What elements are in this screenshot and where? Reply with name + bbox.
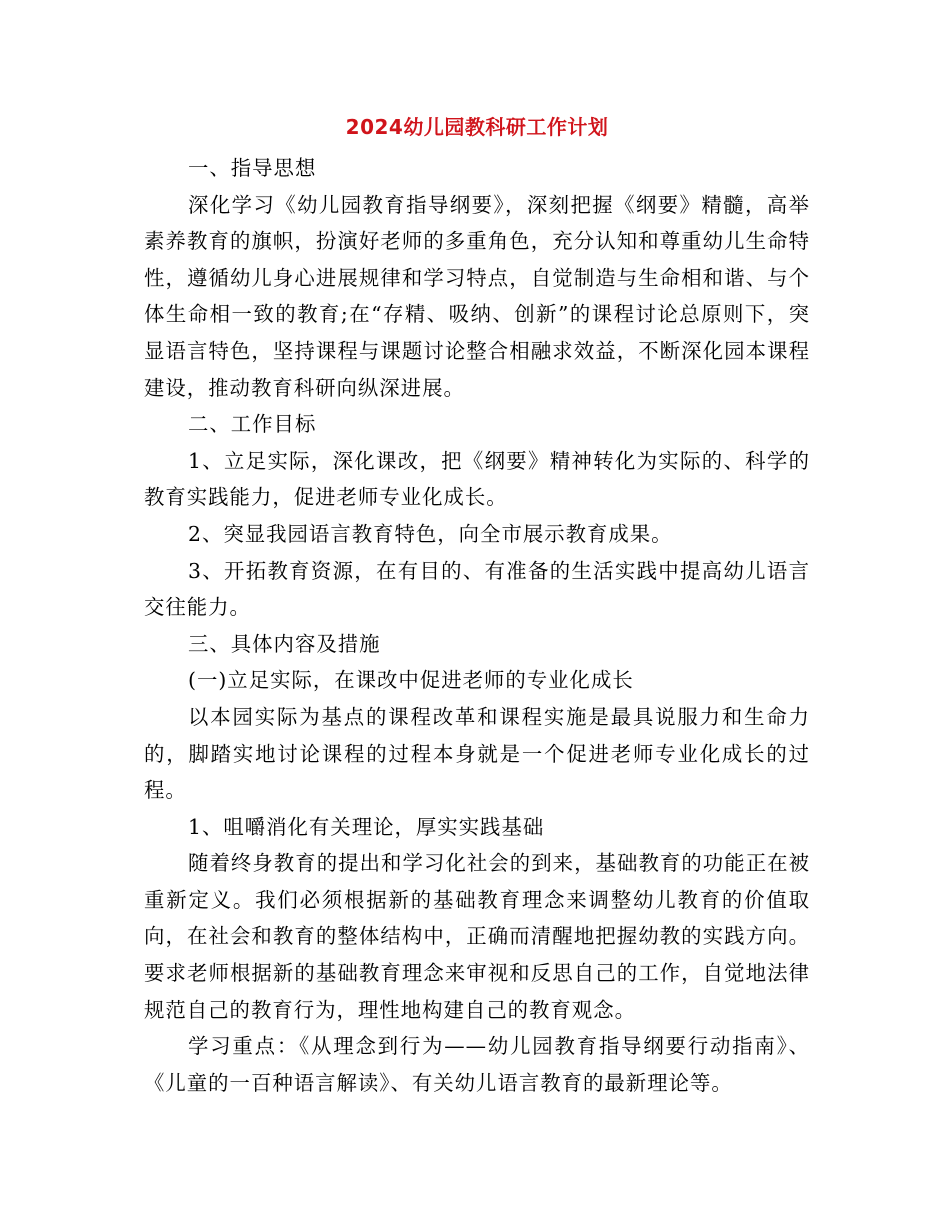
document-page bbox=[144, 108, 810, 1101]
paragraph-lifelong-education: 随着终身教育的提出和学习化社会的到来，基础教育的功能正在被重新定义。我们必须根据新的基础教育理念来调整幼儿教育的价值取向，在社会和教育的整体结构中，正确而清醒地把握幼教的实践方向。要求老师根据新的基础教育理念来审视和反思自己的工作，自觉地法律规范自己的教育行为，理性地构建自己的教育观念。 bbox=[144, 851, 810, 1022]
goal-item-1: 1、立足实际，深化课改，把《纲要》精神转化为实际的、科学的教育实践能力，促进老师专业化成长。 bbox=[144, 448, 810, 510]
document-title: 2024幼儿园教科研工作计划 bbox=[345, 115, 609, 139]
item-heading-theory-study: 1、咀嚼消化有关理论，厚实实践基础 bbox=[188, 814, 545, 839]
paragraph-curriculum-reform: 以本园实际为基点的课程改革和课程实施是最具说服力和生命力的，脚踏实地讨论课程的过程本身就是一个促进老师专业化成长的过程。 bbox=[144, 704, 810, 803]
paragraph-guiding-ideology: 深化学习《幼儿园教育指导纲要》，深刻把握《纲要》精髓，高举素养教育的旗帜，扮演好老师的多重角色，充分认知和尊重幼儿生命特性，遵循幼儿身心进展规律和学习特点，自觉制造与生命相和谐、与个体生命相一致的教育;在“存精、吸纳、创新”的课程讨论总原则下，突显语言特色，坚持课程与课题讨论整合相融求效益，不断深化园本课程建设，推动教育科研向纵深进展。 bbox=[144, 192, 810, 400]
goal-item-3: 3、开拓教育资源，在有目的、有准备的生活实践中提高幼儿语言交往能力。 bbox=[144, 558, 810, 620]
paragraph-study-focus: 学习重点：《从理念到行为——幼儿园教育指导纲要行动指南》、《儿童的一百种语言解读》、有关幼儿语言教育的最新理论等。 bbox=[144, 1034, 810, 1095]
section-heading-content-measures: 三、具体内容及措施 bbox=[188, 631, 381, 656]
goal-item-2: 2、突显我园语言教育特色，向全市展示教育成果。 bbox=[188, 521, 673, 546]
section-heading-guiding-ideology: 一、指导思想 bbox=[188, 156, 317, 180]
subsection-heading-1: (一)立足实际，在课改中促进老师的专业化成长 bbox=[188, 668, 634, 693]
section-heading-work-goals: 二、工作目标 bbox=[188, 412, 317, 437]
